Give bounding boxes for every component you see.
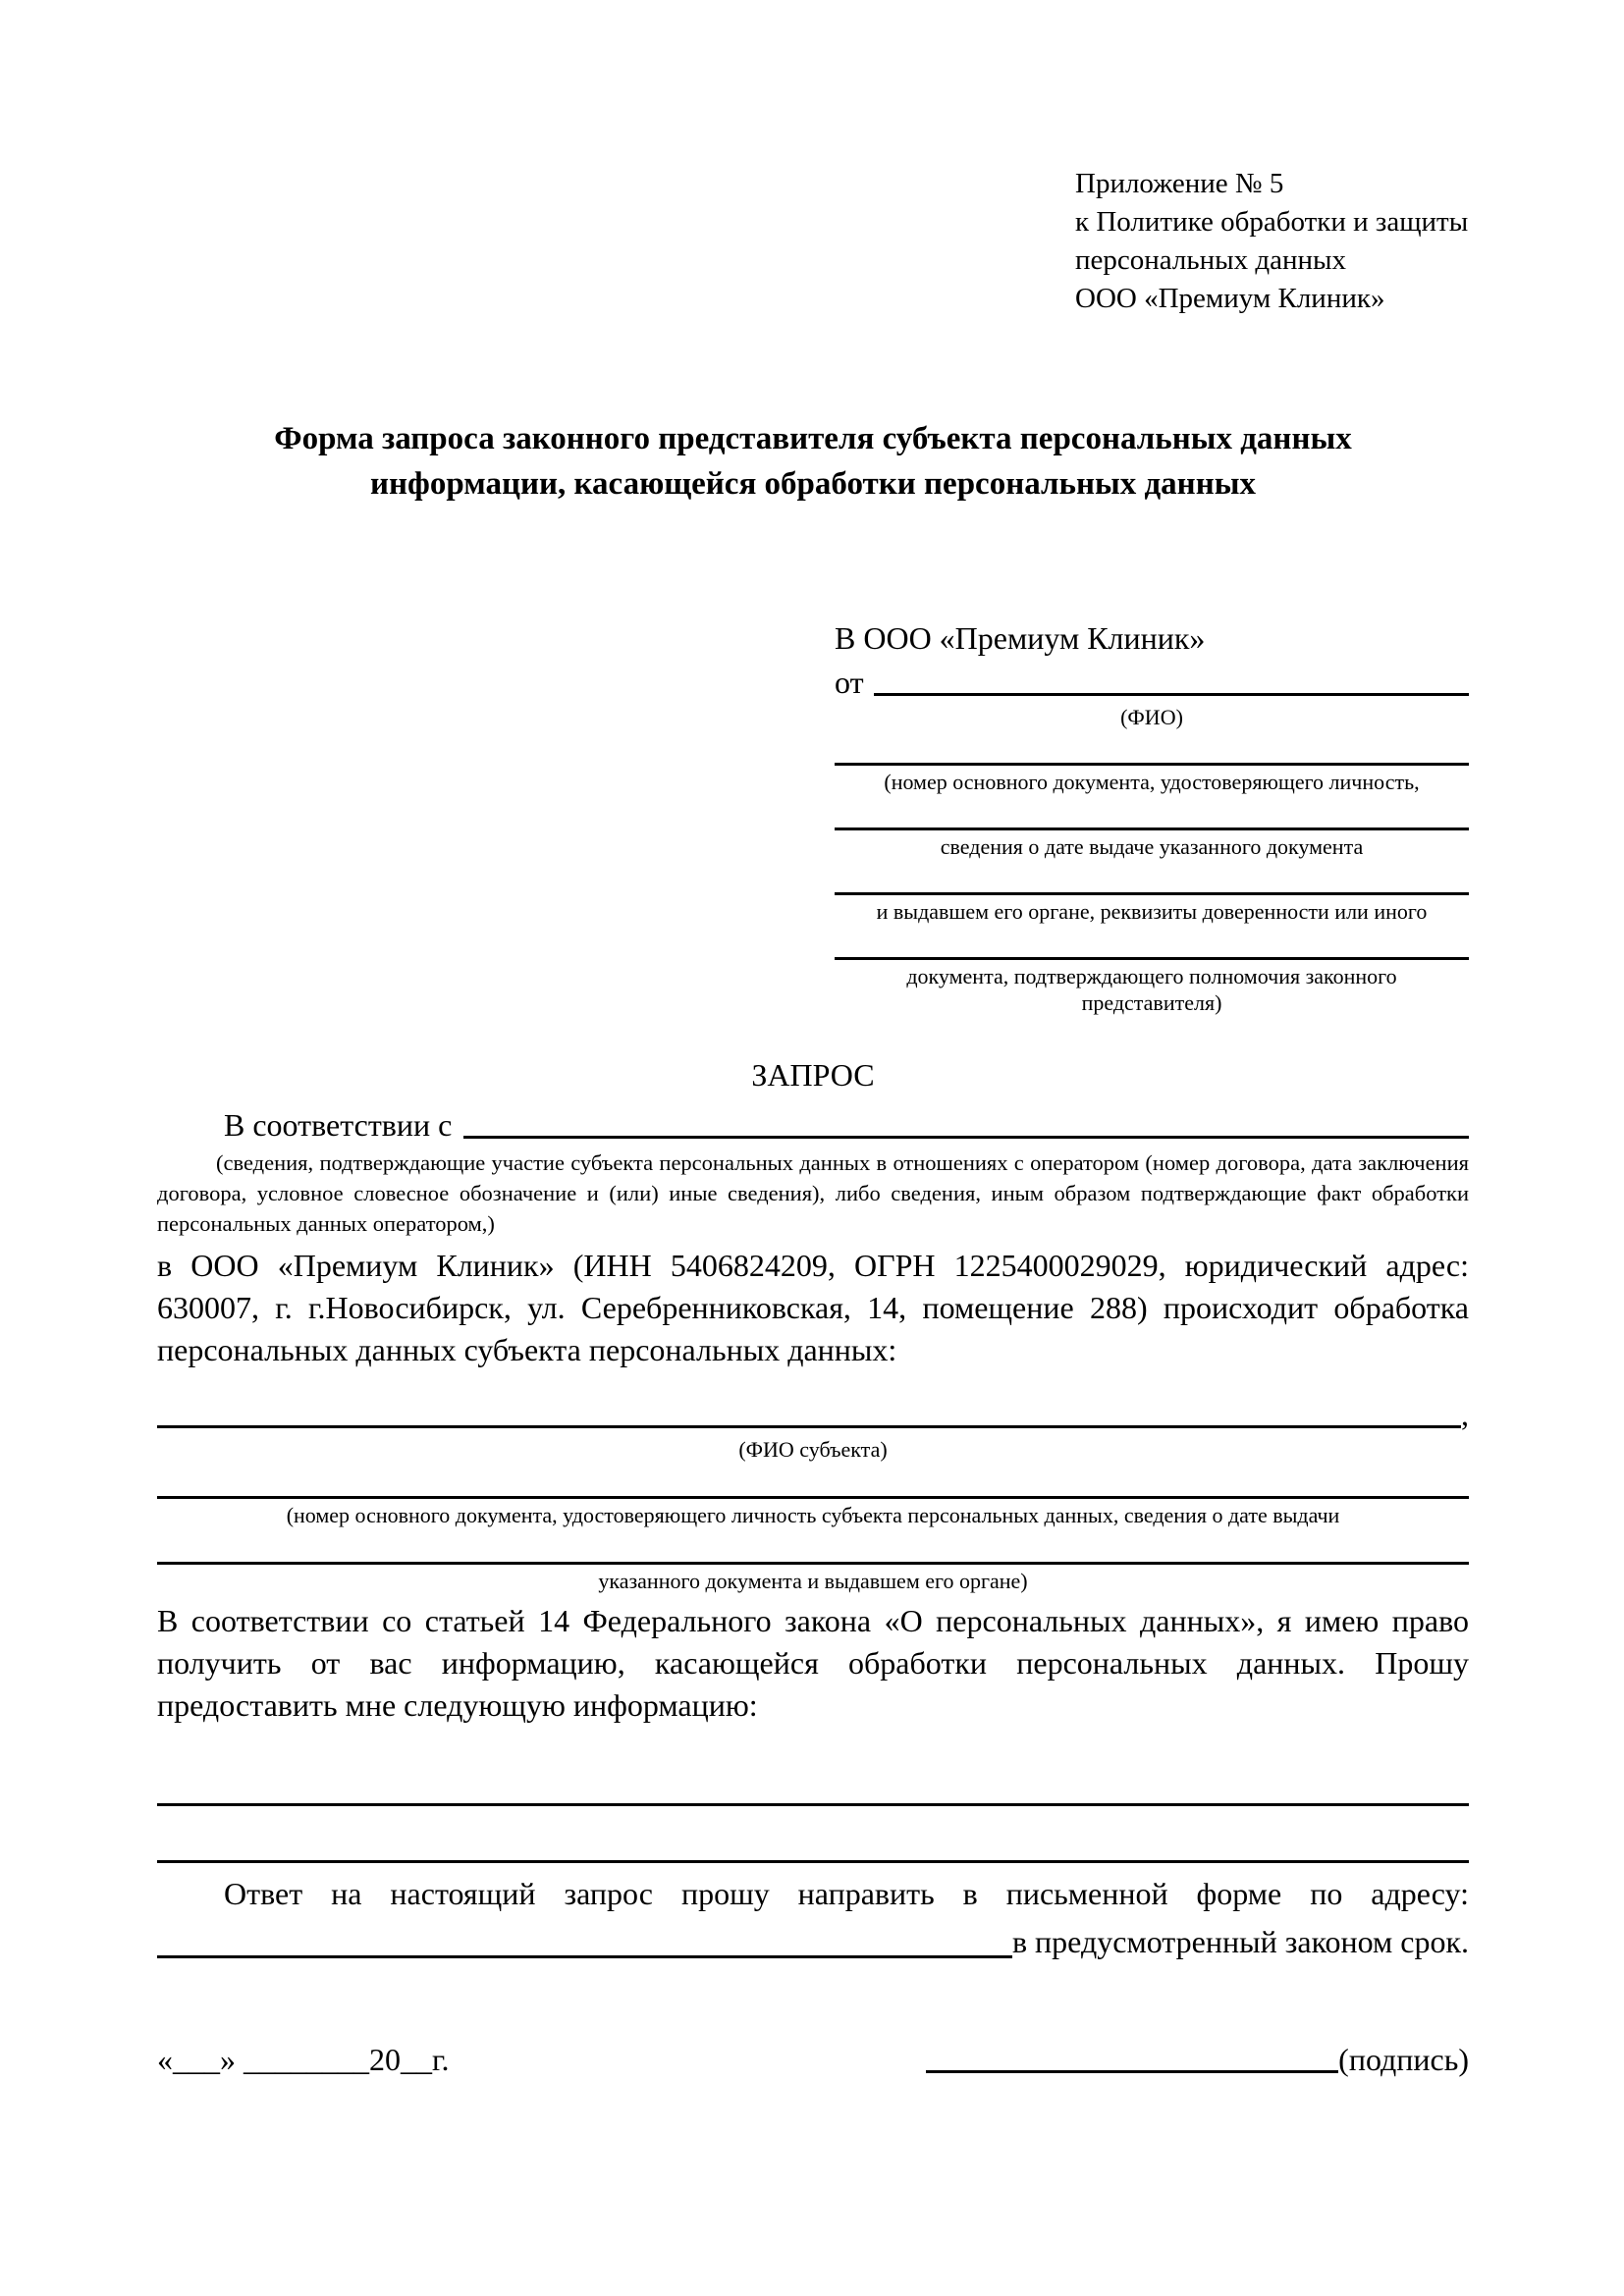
intro-prefix: В соответствии с [224, 1107, 453, 1143]
blank-line-basis [463, 1136, 1469, 1139]
from-row [835, 665, 1469, 701]
blank-line-representative-name [874, 693, 1469, 696]
blank-line-address [157, 1955, 1012, 1958]
blank-line-subject-document-1 [157, 1463, 1469, 1499]
blank-line-document-2 [835, 795, 1469, 830]
document-caption-3: и выдавшем его органе, реквизиты доверенности или иного [876, 899, 1428, 924]
operator-paragraph: в ООО «Премиум Клиник» (ИНН 5406824209, ОГРН 1225400029029, юридический адрес: 630007, г. г.Новосибирск, ул. Серебренниковская, 14, помещение 288) происходит обработка персональных данных субъекта персональных данных: [157, 1248, 1469, 1367]
appendix-company: ООО «Премиум Клиник» [1075, 283, 1385, 314]
blank-line-document-3 [835, 860, 1469, 895]
fio-caption: (ФИО) [1120, 705, 1183, 729]
appendix-header [1075, 165, 1469, 318]
page-title-line2: информации, касающейся обработки персональных данных [370, 466, 1256, 502]
blank-line-information-1 [157, 1727, 1469, 1806]
blank-line-information-2 [157, 1806, 1469, 1863]
document-caption-2: сведения о дате выдаче указанного документа [940, 834, 1364, 859]
subject-document-caption-2: указанного документа и выдавшем его органе) [598, 1569, 1028, 1593]
subject-document-caption-1: (номер основного документа, удостоверяющего личность субъекта персональных данных, сведения о дате выдачи [286, 1503, 1340, 1527]
subject-name-row [157, 1397, 1469, 1433]
reply-suffix: в предусмотренный законом срок. [1011, 1924, 1469, 1959]
signature-caption: (подпись) [1338, 2042, 1469, 2077]
blank-line-signature [926, 2070, 1338, 2073]
blank-line-subject-document-2 [157, 1528, 1469, 1565]
law-paragraph: В соответствии со статьей 14 Федерального закона «О персональных данных», я имею право получить от вас информацию, касающейся обработки персональных данных. Прошу предоставить мне следующую информацию: [157, 1603, 1469, 1723]
signature-row [157, 2042, 1469, 2078]
page-title-line1: Форма запроса законного представителя субъекта персональных данных [274, 421, 1352, 456]
document-caption-1: (номер основного документа, удостоверяющего личность, [884, 770, 1420, 794]
appendix-policy-line: к Политике обработки и защиты [1075, 206, 1469, 238]
blank-line-document-4 [835, 925, 1469, 960]
date-line: «___» ________20__г. [157, 2042, 450, 2077]
addressee-block [835, 620, 1469, 1016]
page-title [157, 416, 1469, 507]
blank-line-document-1 [835, 730, 1469, 766]
signature-block [926, 2042, 1469, 2078]
appendix-number: Приложение № 5 [1075, 168, 1284, 199]
subject-comma: , [1461, 1397, 1469, 1432]
request-heading: ЗАПРОС [751, 1057, 875, 1093]
from-label: от [835, 665, 864, 700]
intro-row [157, 1107, 1469, 1144]
document-caption-4: документа, подтверждающего полномочия законного представителя) [906, 964, 1397, 1015]
subject-fio-caption: (ФИО субъекта) [738, 1437, 888, 1462]
basis-note: (сведения, подтверждающие участие субъекта персональных данных в отношениях с оператором (номер договора, дата заключения договора, условное словесное обозначение и (или) иные сведения), либо сведения, иным образом подтверждающие факт обработки персональных данных оператором,) [157, 1150, 1469, 1236]
reply-paragraph: Ответ на настоящий запрос прошу направить в письменной форме по адресу: [224, 1876, 1469, 1911]
blank-line-subject-name [157, 1425, 1461, 1428]
reply-address-row [157, 1921, 1469, 1963]
appendix-policy-line2: персональных данных [1075, 244, 1347, 276]
addressee-to: В ООО «Премиум Клиник» [835, 620, 1206, 656]
